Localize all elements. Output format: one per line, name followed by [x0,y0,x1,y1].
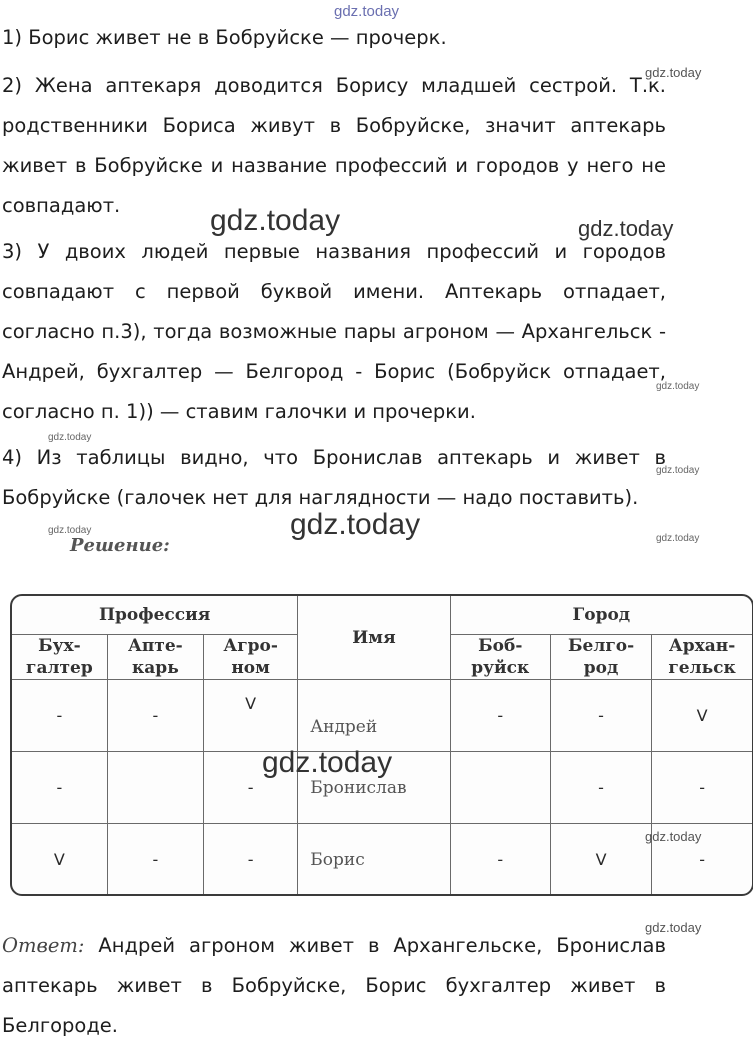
watermark-large: gdz.today [210,204,341,237]
watermark: gdz.today [645,65,702,80]
watermark-large: gdz.today [262,746,393,779]
watermark: gdz.today [645,920,702,935]
watermark: gdz.today [645,829,702,844]
cell-mark: - [204,752,298,824]
header-pharmacist: Апте- карь [107,635,203,680]
cell-mark: V [12,824,107,896]
cell-mark: V [204,680,298,752]
watermark: gdz.today [656,381,700,392]
answer-label: Ответ: [2,934,85,957]
cell-mark: - [450,824,550,896]
watermark-top: gdz.today [334,3,400,20]
paragraph-1: 1) Борис живет не в Бобруйске — прочерк. [2,26,447,49]
header-bobruisk: Боб- руйск [450,635,550,680]
cell-mark: V [652,680,752,752]
cell-mark: - [652,824,752,896]
answer [2,926,666,1046]
cell-mark: - [450,680,550,752]
cell-mark: V [550,824,651,896]
header-name: Имя [298,596,450,680]
paragraph-4: 4) Из таблицы видно, что Бронислав аптекарь и живет в Бобруйске (галочек нет для наглядности — надо поставить). [2,446,666,509]
watermark-large: gdz.today [290,508,421,541]
paragraph-3: 3) У двоих людей первые названия профессий и городов совпадают с первой буквой имени. Аптекарь отпадает, согласно п.3), тогда возможные пары агроном — Архангельск - Андрей, бухгалтер — Белгород - Борис (Бобруйск отпадает, согласно п. 1)) — ставим галочки и прочерки. [2,240,666,423]
cell-name: Бронислав [298,752,450,824]
watermark: gdz.today [48,432,92,443]
cell-mark: - [204,824,298,896]
table-row [12,824,752,896]
watermark: gdz.today [656,533,700,544]
cell-mark: - [12,680,107,752]
header-agronomist: Агро- ном [204,635,298,680]
cell-name: Борис [298,824,450,896]
watermark: gdz.today [656,465,700,476]
table-row [12,680,752,752]
paragraph-2: 2) Жена аптекаря доводится Борису младшей сестрой. Т.к. родственники Бориса живут в Бобруйске, значит аптекарь живет в Бобруйске и название профессий и городов у него не совпадают. [2,74,666,217]
cell-mark: - [107,680,203,752]
cell-mark: - [550,752,651,824]
header-accountant: Бух- галтер [12,635,107,680]
cell-mark: - [107,824,203,896]
solution-table [10,594,753,896]
cell-mark: - [652,752,752,824]
watermark: gdz.today [578,216,674,241]
cell-mark: - [12,752,107,824]
answer-text: Андрей агроном живет в Архангельске, Бронислав аптекарь живет в Бобруйске, Борис бухгалтер живет в Белгороде. [2,934,666,1037]
solution-label: Решение: [70,535,170,556]
cell-name: Андрей [298,680,450,752]
header-belgorod: Белго- род [550,635,651,680]
header-city: Город [450,596,752,635]
cell-mark [450,752,550,824]
cell-mark [107,752,203,824]
header-arkhangelsk: Архан- гельск [652,635,752,680]
cell-mark: - [550,680,651,752]
header-profession: Профессия [12,596,298,635]
watermark: gdz.today [48,525,92,536]
